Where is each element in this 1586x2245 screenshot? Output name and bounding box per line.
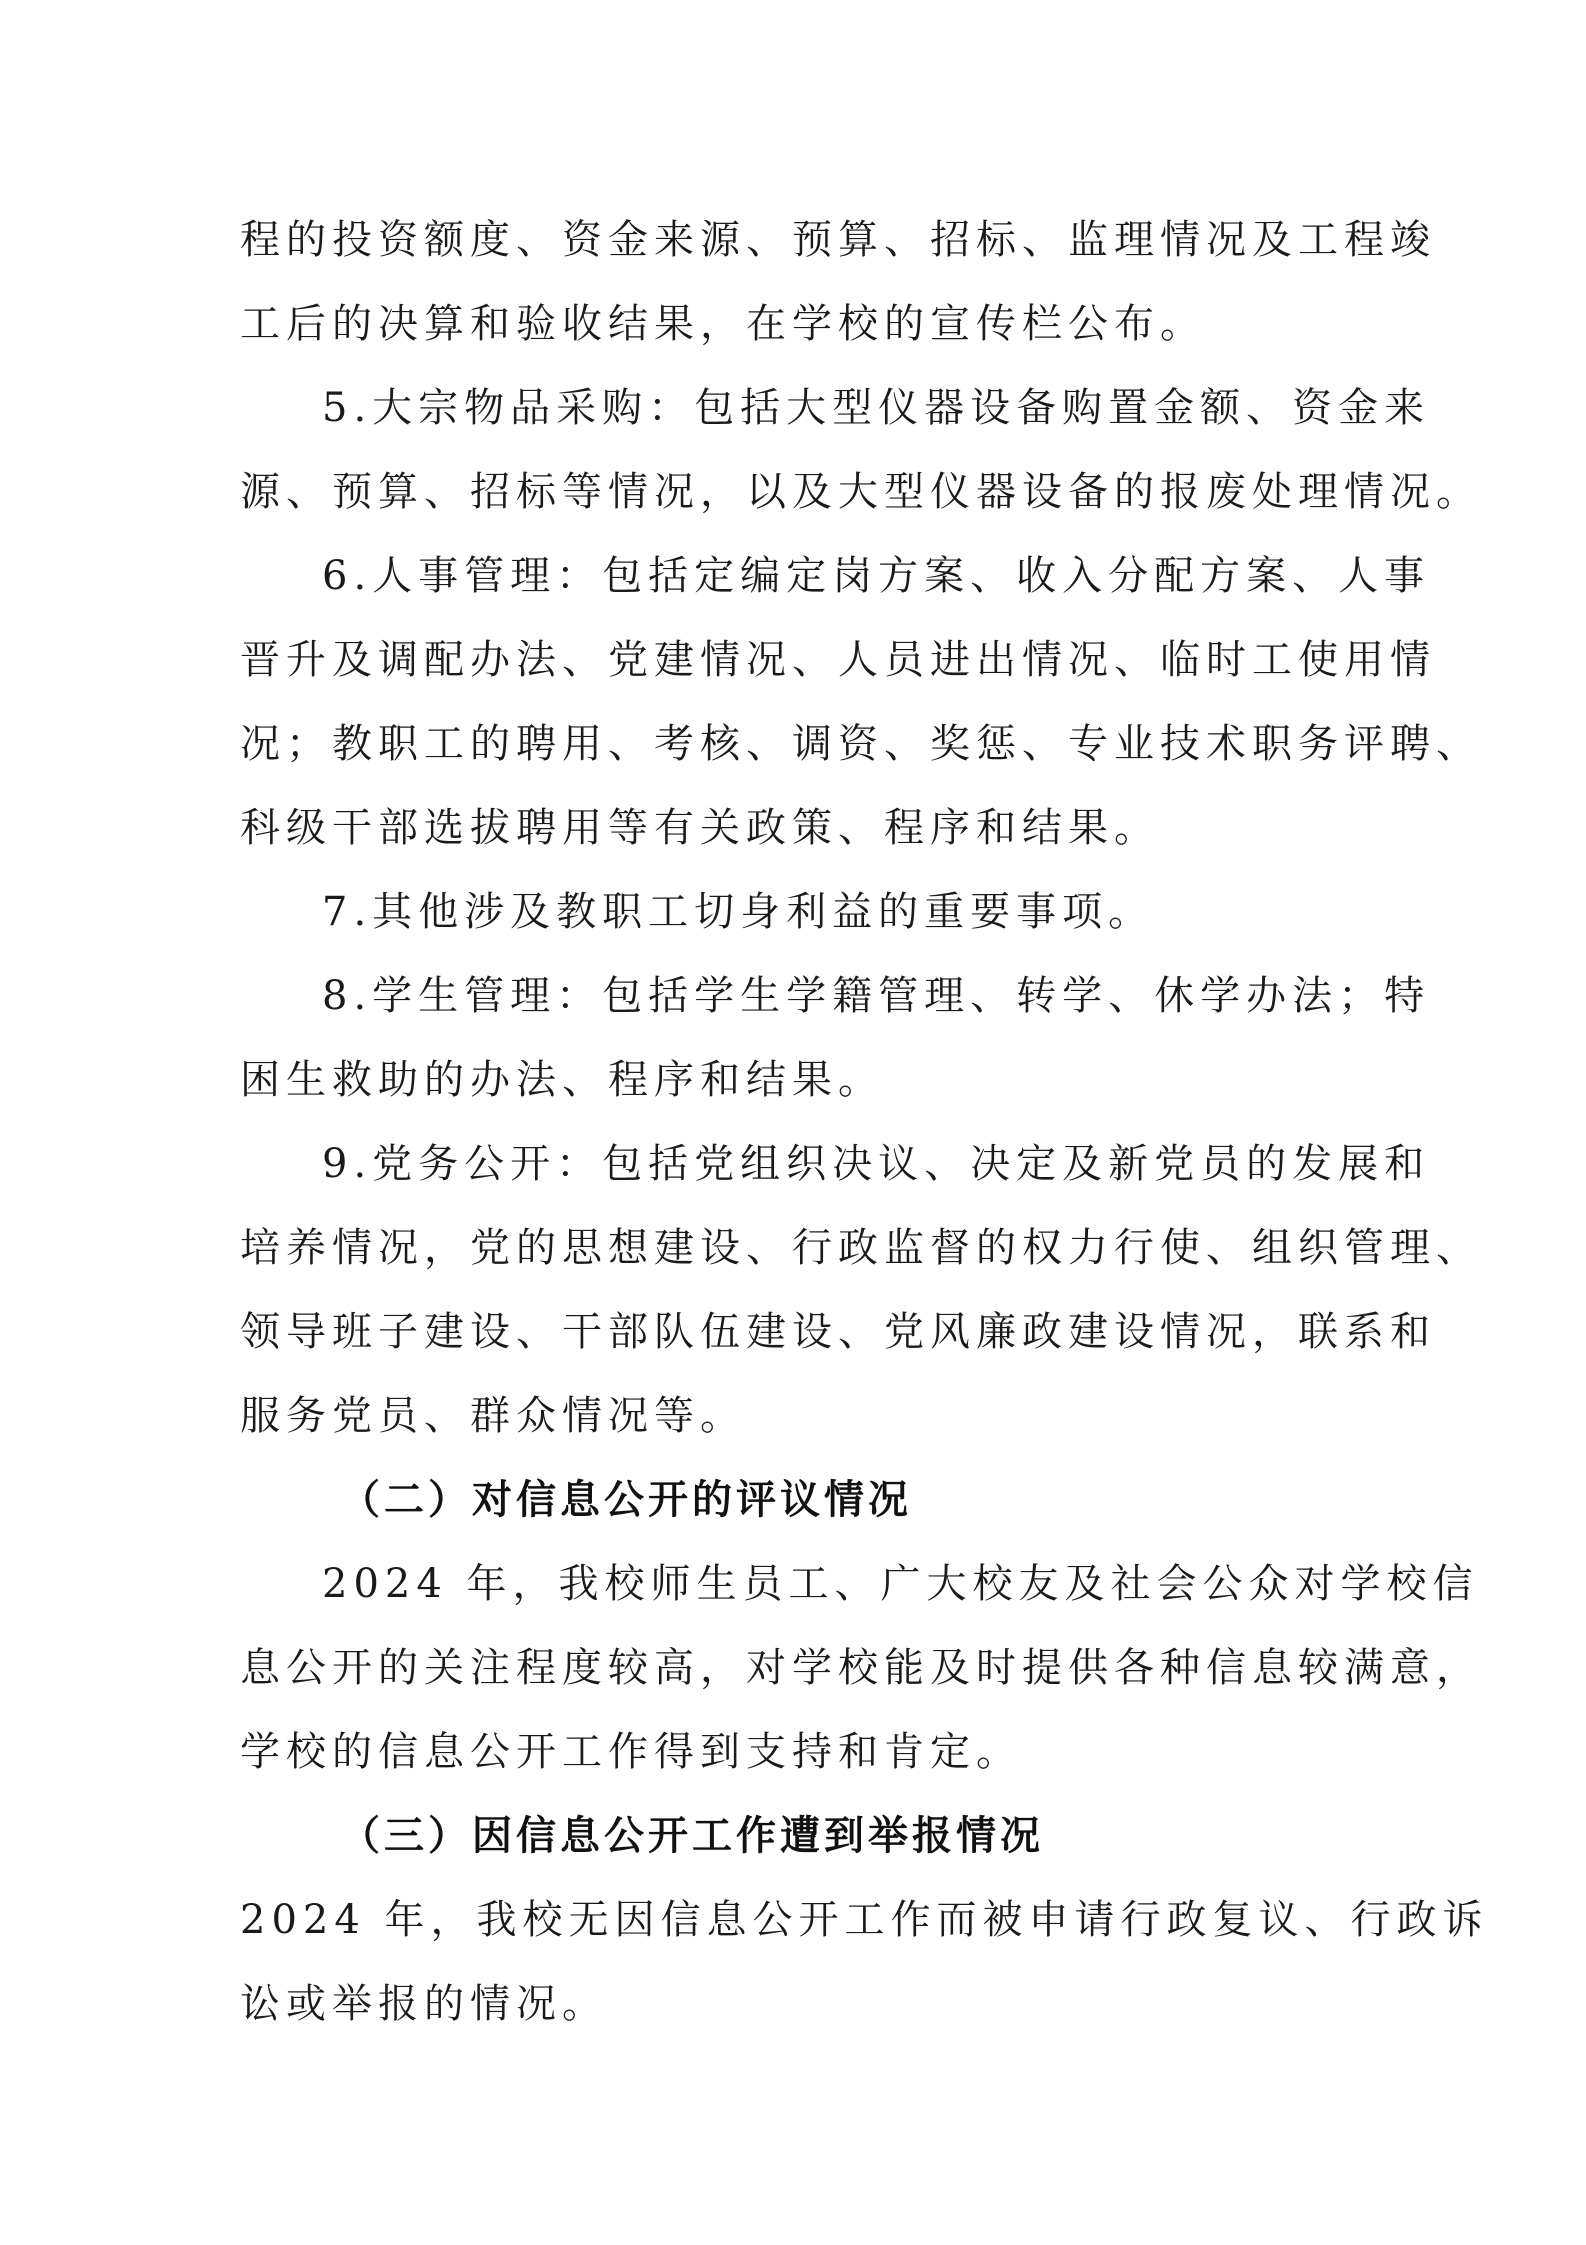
paragraph-line: 息公开的关注程度较高，对学校能及时提供各种信息较满意， — [240, 1645, 1482, 1691]
paragraph-line: 讼或举报的情况。 — [240, 1981, 608, 2027]
paragraph-line: 工后的决算和验收结果，在学校的宣传栏公布。 — [240, 301, 1206, 347]
paragraph-line: 晋升及调配办法、党建情况、人员进出情况、临时工使用情 — [240, 637, 1436, 683]
section-heading-evaluation: （二）对信息公开的评议情况 — [340, 1477, 912, 1523]
paragraph-line: 程的投资额度、资金来源、预算、招标、监理情况及工程竣 — [240, 217, 1436, 263]
paragraph-line: 培养情况，党的思想建设、行政监督的权力行使、组织管理、 — [240, 1225, 1482, 1271]
list-item-9: 9.党务公开：包括党组织决议、决定及新党员的发展和 — [322, 1141, 1431, 1187]
paragraph-line: 源、预算、招标等情况，以及大型仪器设备的报废处理情况。 — [240, 469, 1482, 515]
section-heading-reports: （三）因信息公开工作遭到举报情况 — [340, 1813, 1044, 1859]
paragraph-line: 2024 年，我校无因信息公开工作而被申请行政复议、行政诉 — [240, 1897, 1489, 1943]
paragraph-line: 况；教职工的聘用、考核、调资、奖惩、专业技术职务评聘、 — [240, 721, 1482, 767]
paragraph-line: 2024 年，我校师生员工、广大校友及社会公众对学校信 — [322, 1561, 1479, 1607]
list-item-8: 8.学生管理：包括学生学籍管理、转学、休学办法；特 — [322, 973, 1431, 1019]
list-item-6: 6.人事管理：包括定编定岗方案、收入分配方案、人事 — [322, 553, 1431, 599]
paragraph-line: 科级干部选拔聘用等有关政策、程序和结果。 — [240, 805, 1160, 851]
list-item-5: 5.大宗物品采购：包括大型仪器设备购置金额、资金来 — [322, 385, 1431, 431]
paragraph-line: 困生救助的办法、程序和结果。 — [240, 1057, 884, 1103]
paragraph-line: 学校的信息公开工作得到支持和肯定。 — [240, 1729, 1022, 1775]
paragraph-line: 服务党员、群众情况等。 — [240, 1393, 746, 1439]
list-item-7: 7.其他涉及教职工切身利益的重要事项。 — [322, 889, 1155, 935]
paragraph-line: 领导班子建设、干部队伍建设、党风廉政建设情况，联系和 — [240, 1309, 1436, 1355]
